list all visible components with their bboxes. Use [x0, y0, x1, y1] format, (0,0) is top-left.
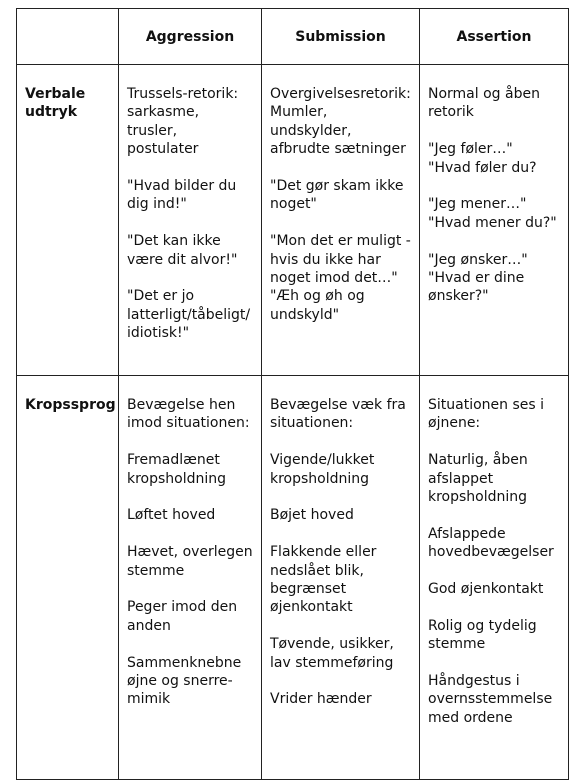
cell-paragraph: "Det kan ikke være dit alvor!"	[127, 233, 238, 268]
cell-paragraph: Sammenknebne øjne og snerre- mimik	[127, 654, 242, 708]
cell-paragraph: Rolig og tydelig stemme	[428, 617, 537, 653]
header-corner	[17, 9, 119, 65]
cell-paragraph: "Det gør skam ikke noget"	[270, 178, 404, 213]
cell-paragraph: Naturlig, åben afslappet kropsholdning	[428, 452, 528, 506]
cell-paragraph: Håndgestus i overnsstemmelse med ordene	[428, 673, 553, 726]
cell-paragraph: God øjenkontakt	[428, 581, 544, 598]
cell-paragraph: Flakkende eller nedslået blik, begrænset øjenkontakt	[270, 544, 377, 616]
row-label-text: Kropssprog	[25, 397, 116, 413]
cell-paragraph: Tøvende, usikker, lav stemmeføring	[270, 636, 394, 671]
cell-body-submission	[262, 376, 420, 780]
row-label-verbale-udtryk	[17, 65, 119, 376]
table-row-kropssprog	[17, 376, 569, 780]
cell-paragraph: Normal og åben retorik	[428, 86, 540, 121]
cell-paragraph: Bevægelse hen imod situationen:	[127, 397, 250, 432]
row-label-kropssprog	[17, 376, 119, 780]
table-row-verbale-udtryk	[17, 65, 569, 376]
header-submission: Submission	[262, 9, 420, 65]
cell-paragraph: Peger imod den anden	[127, 599, 238, 634]
cell-paragraph: Vigende/lukket kropsholdning	[270, 452, 375, 487]
cell-paragraph: Situationen ses i øjnene:	[428, 397, 545, 432]
cell-body-assertion	[420, 376, 569, 780]
header-assertion: Assertion	[420, 9, 569, 65]
cell-verbal-aggression	[119, 65, 262, 376]
cell-paragraph: Afslappede hovedbevægelser	[428, 525, 554, 561]
comparison-table	[16, 8, 568, 726]
cell-paragraph: Bevægelse væk fra situationen:	[270, 397, 406, 432]
cell-paragraph: "Det er jo latterligt/tåbeligt/ idiotisk!"	[127, 288, 251, 342]
cell-body-aggression	[119, 376, 262, 780]
cell-paragraph: "Jeg ønsker…" "Hvad er dine ønsker?"	[428, 251, 528, 305]
cell-paragraph: "Jeg føler…" "Hvad føler du?	[428, 141, 537, 176]
cell-paragraph: "Mon det er muligt - hvis du ikke har noget imod det…"	[270, 233, 411, 287]
cell-paragraph: "Jeg mener…" "Hvad mener du?"	[428, 196, 557, 231]
cell-paragraph: Løftet hoved	[127, 507, 216, 524]
cell-paragraph: Bøjet hoved	[270, 507, 354, 524]
cell-paragraph: "Hvad bilder du dig ind!"	[127, 178, 237, 213]
cell-paragraph: "Æh og øh og undskyld"	[270, 288, 365, 323]
cell-verbal-assertion	[420, 65, 569, 376]
header-aggression: Aggression	[119, 9, 262, 65]
cell-paragraph: Hævet, overlegen stemme	[127, 544, 253, 579]
cell-paragraph: Fremadlænet kropsholdning	[127, 452, 227, 487]
cell-paragraph: Overgivelsesretorik: Mumler, undskylder, afbrudte sætninger	[270, 86, 411, 158]
cell-verbal-submission	[262, 65, 420, 376]
header-row	[17, 9, 569, 65]
cell-paragraph: Vrider hænder	[270, 691, 372, 708]
cell-paragraph: Trussels-retorik: sarkasme, trusler, postulater	[127, 86, 239, 158]
behaviour-table	[16, 8, 569, 780]
row-label-text: Verbale udtryk	[25, 86, 86, 120]
